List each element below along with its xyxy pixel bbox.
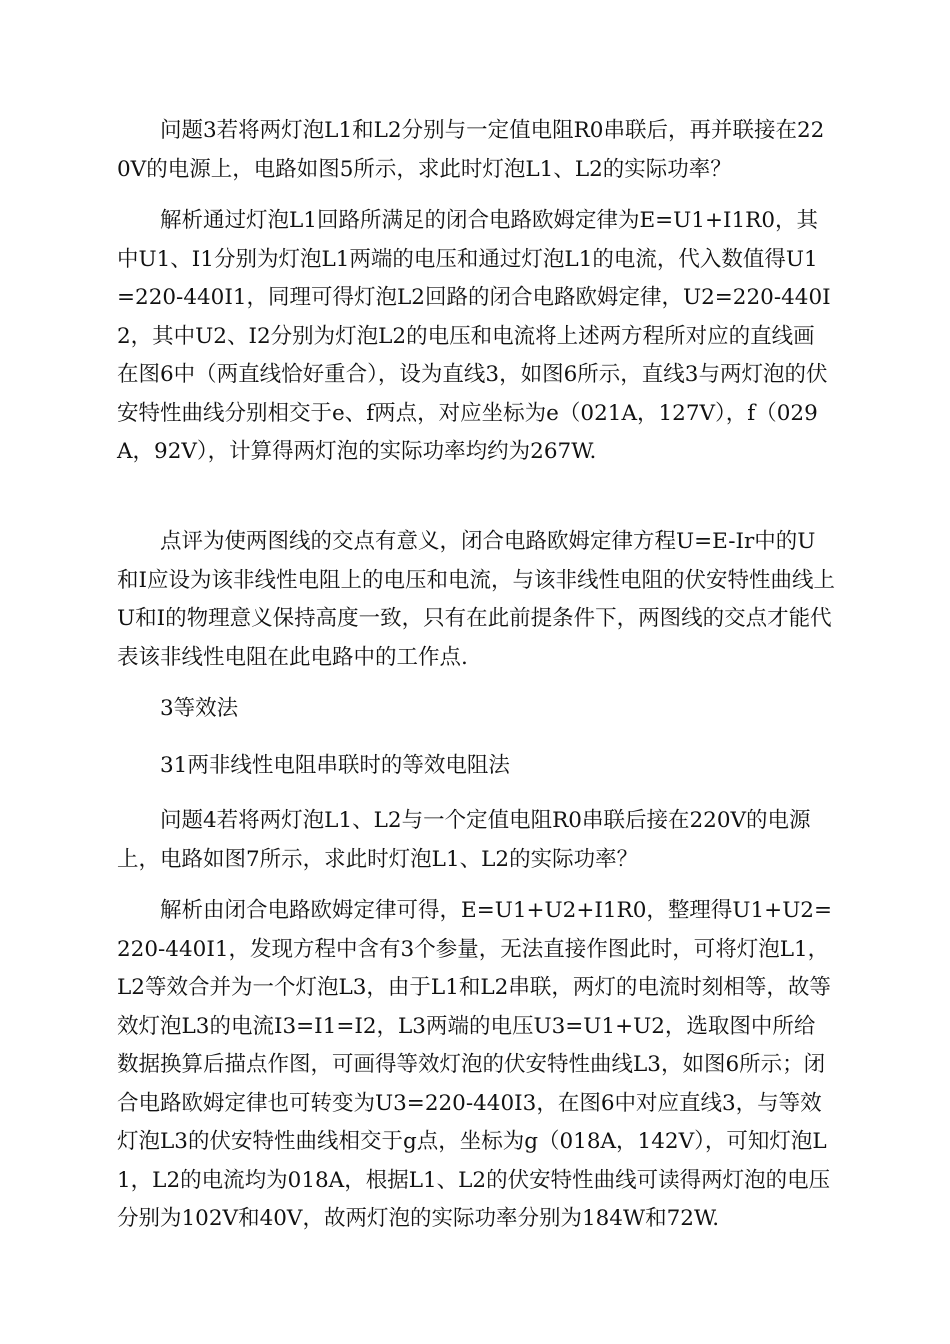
paragraph-comment: 点评为使两图线的交点有意义，闭合电路欧姆定律方程U=E-Ir中的U和I应设为该非线性电阻上的电压和电流，与该非线性电阻的伏安特性曲线上U和I的物理意义保持高度一致，只有在此前提条件下，两图线的交点才能代表该非线性电阻在此电路中的工作点. [117,529,835,670]
heading-equivalent-method: 3等效法 [160,696,239,721]
paragraph-question-4: 问题4若将两灯泡L1、L2与一个定值电阻R0串联后接在220V的电源上，电路如图7所示，求此时灯泡L1、L2的实际功率？ [117,808,811,872]
paragraph-analysis-4: 解析由闭合电路欧姆定律可得，E=U1+U2+I1R0，整理得U1+U2=220-440I1，发现方程中含有3个参量，无法直接作图此时，可将灯泡L1，L2等效合并为一个灯泡L3，由于L1和L2串联，两灯的电流时刻相等，故等效灯泡L3的电流I3=I1=I2，L3两端的电压U3=U1+U2，选取图中所给数据换算后描点作图，可画得等效灯泡的伏安特性曲线L3，如图6所示；闭合电路欧姆定律也可转变为U3=220-440I3，在图6中对应直线3，与等效灯泡L3的伏安特性曲线相交于g点，坐标为g（018A，142V），可知灯泡L1，L2的电流均为018A，根据L1、L2的伏安特性曲线可读得两灯泡的电压分别为102V和40V，故两灯泡的实际功率分别为184W和72W. [117,898,833,1231]
paragraph-analysis-3: 解析通过灯泡L1回路所满足的闭合电路欧姆定律为E=U1+I1R0，其中U1、I1分别为灯泡L1两端的电压和通过灯泡L1的电流，代入数值得U1=220-440I1，同理可得灯泡L2回路的闭合电路欧姆定律，U2=220-440I2，其中U2、I2分别为灯泡L2的电压和电流将上述两方程所对应的直线画在图6中（两直线恰好重合），设为直线3，如图6所示，直线3与两灯泡的伏安特性曲线分别相交于e、f两点，对应坐标为e（021A，127V），f（029A，92V），计算得两灯泡的实际功率均约为267W. [117,208,831,464]
heading-series-equivalent-resistance: 31两非线性电阻串联时的等效电阻法 [160,753,510,778]
paragraph-question-3: 问题3若将两灯泡L1和L2分别与一定值电阻R0串联后，再并联接在220V的电源上，电路如图5所示，求此时灯泡L1、L2的实际功率？ [117,118,825,182]
